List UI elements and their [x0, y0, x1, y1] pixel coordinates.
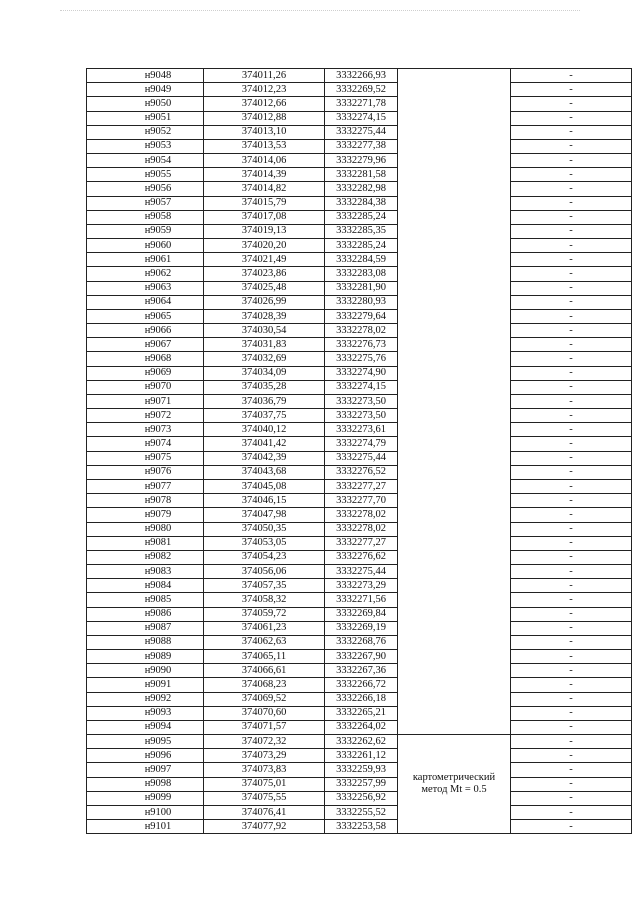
table-row [87, 621, 632, 635]
x-coordinate-cell: 374030,54 [204, 324, 325, 338]
x-coordinate-cell: 374075,01 [204, 777, 325, 791]
table-row [87, 465, 632, 479]
table-row [87, 451, 632, 465]
coordinates-table-body [87, 69, 632, 834]
point-name-cell: н9067 [87, 338, 204, 352]
x-coordinate-cell: 374047,98 [204, 508, 325, 522]
value-cell: - [511, 522, 632, 536]
value-cell: - [511, 69, 632, 83]
table-row [87, 409, 632, 423]
y-coordinate-cell: 3332277,27 [325, 536, 398, 550]
table-row [87, 536, 632, 550]
table-row [87, 692, 632, 706]
x-coordinate-cell: 374011,26 [204, 69, 325, 83]
table-row [87, 423, 632, 437]
x-coordinate-cell: 374023,86 [204, 267, 325, 281]
y-coordinate-cell: 3332276,52 [325, 465, 398, 479]
point-name-cell: н9069 [87, 366, 204, 380]
table-row [87, 706, 632, 720]
table-row [87, 607, 632, 621]
y-coordinate-cell: 3332265,21 [325, 706, 398, 720]
y-coordinate-cell: 3332273,50 [325, 394, 398, 408]
y-coordinate-cell: 3332281,58 [325, 168, 398, 182]
x-coordinate-cell: 374046,15 [204, 494, 325, 508]
y-coordinate-cell: 3332266,93 [325, 69, 398, 83]
y-coordinate-cell: 3332285,35 [325, 224, 398, 238]
method-name-text: картометрический [412, 772, 496, 784]
value-cell: - [511, 295, 632, 309]
x-coordinate-cell: 374061,23 [204, 621, 325, 635]
table-row [87, 83, 632, 97]
point-name-cell: н9050 [87, 97, 204, 111]
value-cell: - [511, 253, 632, 267]
x-coordinate-cell: 374014,39 [204, 168, 325, 182]
value-cell: - [511, 309, 632, 323]
point-name-cell: н9086 [87, 607, 204, 621]
point-name-cell: н9057 [87, 196, 204, 210]
y-coordinate-cell: 3332256,92 [325, 791, 398, 805]
value-cell: - [511, 579, 632, 593]
point-name-cell: н9049 [87, 83, 204, 97]
point-name-cell: н9053 [87, 139, 204, 153]
table-row [87, 352, 632, 366]
x-coordinate-cell: 374050,35 [204, 522, 325, 536]
y-coordinate-cell: 3332273,61 [325, 423, 398, 437]
table-row [87, 678, 632, 692]
x-coordinate-cell: 374053,05 [204, 536, 325, 550]
x-coordinate-cell: 374012,23 [204, 83, 325, 97]
y-coordinate-cell: 3332285,24 [325, 239, 398, 253]
coordinates-table [86, 68, 632, 834]
y-coordinate-cell: 3332277,27 [325, 479, 398, 493]
x-coordinate-cell: 374021,49 [204, 253, 325, 267]
x-coordinate-cell: 374070,60 [204, 706, 325, 720]
y-coordinate-cell: 3332275,76 [325, 352, 398, 366]
value-cell: - [511, 380, 632, 394]
table-row [87, 735, 632, 749]
table-row [87, 749, 632, 763]
x-coordinate-cell: 374071,57 [204, 720, 325, 734]
point-name-cell: н9088 [87, 635, 204, 649]
value-cell: - [511, 352, 632, 366]
point-name-cell: н9063 [87, 281, 204, 295]
table-row [87, 820, 632, 834]
value-cell: - [511, 182, 632, 196]
point-name-cell: н9068 [87, 352, 204, 366]
value-cell: - [511, 465, 632, 479]
value-cell: - [511, 366, 632, 380]
y-coordinate-cell: 3332274,79 [325, 437, 398, 451]
x-coordinate-cell: 374034,09 [204, 366, 325, 380]
value-cell: - [511, 239, 632, 253]
y-coordinate-cell: 3332257,99 [325, 777, 398, 791]
value-cell: - [511, 324, 632, 338]
value-cell: - [511, 224, 632, 238]
point-name-cell: н9075 [87, 451, 204, 465]
y-coordinate-cell: 3332285,24 [325, 210, 398, 224]
x-coordinate-cell: 374012,88 [204, 111, 325, 125]
value-cell: - [511, 820, 632, 834]
value-cell: - [511, 494, 632, 508]
value-cell: - [511, 196, 632, 210]
table-row [87, 522, 632, 536]
point-name-cell: н9048 [87, 69, 204, 83]
table-row [87, 437, 632, 451]
x-coordinate-cell: 374054,23 [204, 550, 325, 564]
x-coordinate-cell: 374014,06 [204, 154, 325, 168]
point-name-cell: н9070 [87, 380, 204, 394]
table-row [87, 777, 632, 791]
y-coordinate-cell: 3332271,78 [325, 97, 398, 111]
x-coordinate-cell: 374056,06 [204, 565, 325, 579]
table-row [87, 210, 632, 224]
point-name-cell: н9082 [87, 550, 204, 564]
table-row [87, 111, 632, 125]
x-coordinate-cell: 374013,53 [204, 139, 325, 153]
value-cell: - [511, 650, 632, 664]
y-coordinate-cell: 3332280,93 [325, 295, 398, 309]
x-coordinate-cell: 374035,28 [204, 380, 325, 394]
point-name-cell: н9083 [87, 565, 204, 579]
point-name-cell: н9076 [87, 465, 204, 479]
point-name-cell: н9101 [87, 820, 204, 834]
point-name-cell: н9071 [87, 394, 204, 408]
y-coordinate-cell: 3332277,70 [325, 494, 398, 508]
y-coordinate-cell: 3332264,02 [325, 720, 398, 734]
x-coordinate-cell: 374058,32 [204, 593, 325, 607]
table-row [87, 253, 632, 267]
table-row [87, 650, 632, 664]
x-coordinate-cell: 374015,79 [204, 196, 325, 210]
table-row [87, 125, 632, 139]
value-cell: - [511, 154, 632, 168]
y-coordinate-cell: 3332273,29 [325, 579, 398, 593]
x-coordinate-cell: 374014,82 [204, 182, 325, 196]
table-row [87, 763, 632, 777]
point-name-cell: н9072 [87, 409, 204, 423]
y-coordinate-cell: 3332284,59 [325, 253, 398, 267]
y-coordinate-cell: 3332269,19 [325, 621, 398, 635]
value-cell: - [511, 409, 632, 423]
method-accuracy-text: метод Mt = 0.5 [421, 784, 487, 796]
x-coordinate-cell: 374062,63 [204, 635, 325, 649]
table-row [87, 281, 632, 295]
point-name-cell: н9077 [87, 479, 204, 493]
table-row [87, 791, 632, 805]
y-coordinate-cell: 3332274,15 [325, 111, 398, 125]
x-coordinate-cell: 374036,79 [204, 394, 325, 408]
x-coordinate-cell: 374075,55 [204, 791, 325, 805]
value-cell: - [511, 338, 632, 352]
table-row [87, 805, 632, 819]
table-row [87, 479, 632, 493]
value-cell: - [511, 267, 632, 281]
y-coordinate-cell: 3332279,64 [325, 309, 398, 323]
y-coordinate-cell: 3332262,62 [325, 735, 398, 749]
point-name-cell: н9064 [87, 295, 204, 309]
x-coordinate-cell: 374019,13 [204, 224, 325, 238]
table-row [87, 494, 632, 508]
y-coordinate-cell: 3332269,84 [325, 607, 398, 621]
y-coordinate-cell: 3332279,96 [325, 154, 398, 168]
value-cell: - [511, 508, 632, 522]
value-cell: - [511, 83, 632, 97]
table-row [87, 239, 632, 253]
point-name-cell: н9081 [87, 536, 204, 550]
table-row [87, 196, 632, 210]
point-name-cell: н9062 [87, 267, 204, 281]
x-coordinate-cell: 374025,48 [204, 281, 325, 295]
table-row [87, 550, 632, 564]
y-coordinate-cell: 3332278,02 [325, 522, 398, 536]
x-coordinate-cell: 374066,61 [204, 664, 325, 678]
point-name-cell: н9100 [87, 805, 204, 819]
point-name-cell: н9078 [87, 494, 204, 508]
y-coordinate-cell: 3332255,52 [325, 805, 398, 819]
y-coordinate-cell: 3332268,76 [325, 635, 398, 649]
table-row [87, 579, 632, 593]
x-coordinate-cell: 374026,99 [204, 295, 325, 309]
y-coordinate-cell: 3332282,98 [325, 182, 398, 196]
table-row [87, 267, 632, 281]
point-name-cell: н9094 [87, 720, 204, 734]
point-name-cell: н9061 [87, 253, 204, 267]
y-coordinate-cell: 3332283,08 [325, 267, 398, 281]
value-cell: - [511, 565, 632, 579]
x-coordinate-cell: 374059,72 [204, 607, 325, 621]
x-coordinate-cell: 374032,69 [204, 352, 325, 366]
y-coordinate-cell: 3332267,36 [325, 664, 398, 678]
point-name-cell: н9099 [87, 791, 204, 805]
x-coordinate-cell: 374076,41 [204, 805, 325, 819]
point-name-cell: н9055 [87, 168, 204, 182]
value-cell: - [511, 97, 632, 111]
y-coordinate-cell: 3332281,90 [325, 281, 398, 295]
value-cell: - [511, 423, 632, 437]
value-cell: - [511, 706, 632, 720]
x-coordinate-cell: 374031,83 [204, 338, 325, 352]
x-coordinate-cell: 374077,92 [204, 820, 325, 834]
value-cell: - [511, 777, 632, 791]
point-name-cell: н9098 [87, 777, 204, 791]
point-name-cell: н9096 [87, 749, 204, 763]
y-coordinate-cell: 3332275,44 [325, 125, 398, 139]
y-coordinate-cell: 3332274,90 [325, 366, 398, 380]
value-cell: - [511, 791, 632, 805]
y-coordinate-cell: 3332266,72 [325, 678, 398, 692]
x-coordinate-cell: 374072,32 [204, 735, 325, 749]
value-cell: - [511, 550, 632, 564]
table-row [87, 508, 632, 522]
value-cell: - [511, 125, 632, 139]
point-name-cell: н9097 [87, 763, 204, 777]
value-cell: - [511, 692, 632, 706]
table-row [87, 69, 632, 83]
table-row [87, 565, 632, 579]
table-row [87, 394, 632, 408]
y-coordinate-cell: 3332273,50 [325, 409, 398, 423]
point-name-cell: н9091 [87, 678, 204, 692]
value-cell: - [511, 168, 632, 182]
y-coordinate-cell: 3332284,38 [325, 196, 398, 210]
point-name-cell: н9066 [87, 324, 204, 338]
table-row [87, 366, 632, 380]
value-cell: - [511, 735, 632, 749]
value-cell: - [511, 607, 632, 621]
x-coordinate-cell: 374012,66 [204, 97, 325, 111]
value-cell: - [511, 451, 632, 465]
x-coordinate-cell: 374013,10 [204, 125, 325, 139]
point-name-cell: н9052 [87, 125, 204, 139]
y-coordinate-cell: 3332267,90 [325, 650, 398, 664]
point-name-cell: н9087 [87, 621, 204, 635]
point-name-cell: н9058 [87, 210, 204, 224]
point-name-cell: н9056 [87, 182, 204, 196]
point-name-cell: н9090 [87, 664, 204, 678]
y-coordinate-cell: 3332271,56 [325, 593, 398, 607]
value-cell: - [511, 664, 632, 678]
y-coordinate-cell: 3332278,02 [325, 324, 398, 338]
y-coordinate-cell: 3332259,93 [325, 763, 398, 777]
x-coordinate-cell: 374068,23 [204, 678, 325, 692]
table-row [87, 593, 632, 607]
point-name-cell: н9065 [87, 309, 204, 323]
value-cell: - [511, 763, 632, 777]
value-cell: - [511, 394, 632, 408]
y-coordinate-cell: 3332276,73 [325, 338, 398, 352]
value-cell: - [511, 479, 632, 493]
value-cell: - [511, 281, 632, 295]
x-coordinate-cell: 374017,08 [204, 210, 325, 224]
scan-header-artifact [60, 10, 580, 13]
value-cell: - [511, 437, 632, 451]
value-cell: - [511, 210, 632, 224]
point-name-cell: н9059 [87, 224, 204, 238]
value-cell: - [511, 720, 632, 734]
x-coordinate-cell: 374041,42 [204, 437, 325, 451]
value-cell: - [511, 593, 632, 607]
value-cell: - [511, 805, 632, 819]
method-cell [398, 735, 511, 834]
table-row [87, 295, 632, 309]
table-row [87, 309, 632, 323]
y-coordinate-cell: 3332266,18 [325, 692, 398, 706]
table-row [87, 168, 632, 182]
x-coordinate-cell: 374028,39 [204, 309, 325, 323]
point-name-cell: н9085 [87, 593, 204, 607]
point-name-cell: н9084 [87, 579, 204, 593]
x-coordinate-cell: 374040,12 [204, 423, 325, 437]
point-name-cell: н9051 [87, 111, 204, 125]
value-cell: - [511, 635, 632, 649]
value-cell: - [511, 139, 632, 153]
table-row [87, 338, 632, 352]
point-name-cell: н9079 [87, 508, 204, 522]
value-cell: - [511, 536, 632, 550]
y-coordinate-cell: 3332277,38 [325, 139, 398, 153]
value-cell: - [511, 678, 632, 692]
method-cell-blank [398, 69, 511, 735]
point-name-cell: н9060 [87, 239, 204, 253]
table-row [87, 139, 632, 153]
table-row [87, 664, 632, 678]
x-coordinate-cell: 374057,35 [204, 579, 325, 593]
x-coordinate-cell: 374043,68 [204, 465, 325, 479]
value-cell: - [511, 621, 632, 635]
y-coordinate-cell: 3332269,52 [325, 83, 398, 97]
y-coordinate-cell: 3332274,15 [325, 380, 398, 394]
point-name-cell: н9054 [87, 154, 204, 168]
point-name-cell: н9092 [87, 692, 204, 706]
x-coordinate-cell: 374073,83 [204, 763, 325, 777]
point-name-cell: н9073 [87, 423, 204, 437]
table-row [87, 154, 632, 168]
table-row [87, 635, 632, 649]
y-coordinate-cell: 3332276,62 [325, 550, 398, 564]
table-row [87, 720, 632, 734]
x-coordinate-cell: 374042,39 [204, 451, 325, 465]
x-coordinate-cell: 374037,75 [204, 409, 325, 423]
value-cell: - [511, 749, 632, 763]
point-name-cell: н9089 [87, 650, 204, 664]
point-name-cell: н9095 [87, 735, 204, 749]
point-name-cell: н9074 [87, 437, 204, 451]
value-cell: - [511, 111, 632, 125]
x-coordinate-cell: 374045,08 [204, 479, 325, 493]
y-coordinate-cell: 3332278,02 [325, 508, 398, 522]
point-name-cell: н9093 [87, 706, 204, 720]
y-coordinate-cell: 3332253,58 [325, 820, 398, 834]
table-row [87, 224, 632, 238]
y-coordinate-cell: 3332261,12 [325, 749, 398, 763]
table-row [87, 97, 632, 111]
table-row [87, 324, 632, 338]
table-row [87, 380, 632, 394]
y-coordinate-cell: 3332275,44 [325, 451, 398, 465]
x-coordinate-cell: 374073,29 [204, 749, 325, 763]
x-coordinate-cell: 374065,11 [204, 650, 325, 664]
y-coordinate-cell: 3332275,44 [325, 565, 398, 579]
x-coordinate-cell: 374020,20 [204, 239, 325, 253]
table-row [87, 182, 632, 196]
point-name-cell: н9080 [87, 522, 204, 536]
x-coordinate-cell: 374069,52 [204, 692, 325, 706]
